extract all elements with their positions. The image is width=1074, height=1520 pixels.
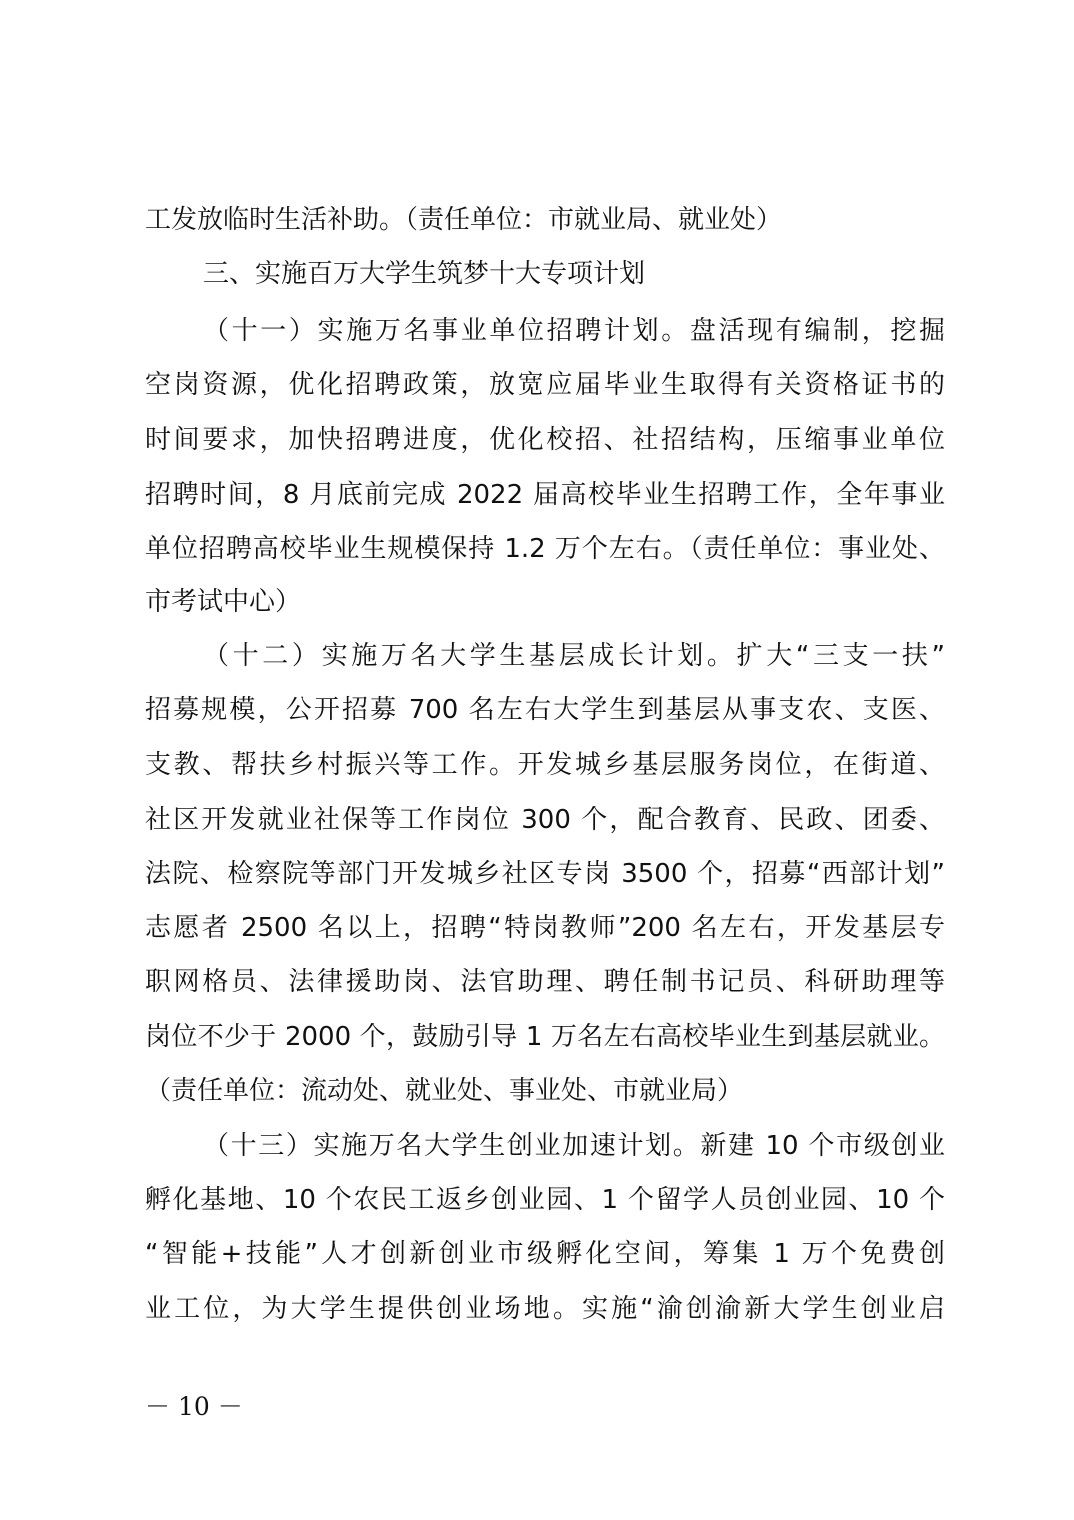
text-line: 空岗资源，优化招聘政策，放宽应届毕业生取得有关资格证书的 — [145, 370, 945, 400]
text-line: （责任单位：流动处、就业处、事业处、市就业局） — [145, 1076, 744, 1106]
text-line: 支教、帮扶乡村振兴等工作。开发城乡基层服务岗位，在街道、 — [145, 750, 945, 780]
text-line: （十三）实施万名大学生创业加速计划。新建 10 个市级创业 — [203, 1131, 945, 1161]
text-line: 社区开发就业社保等工作岗位 300 个，配合教育、民政、团委、 — [145, 805, 945, 835]
text-line: 业工位，为大学生提供创业场地。实施“渝创渝新大学生创业启 — [145, 1294, 945, 1324]
text-line: 法院、检察院等部门开发城乡社区专岗 3500 个，招募“西部计划” — [145, 859, 945, 889]
text-line: （十二）实施万名大学生基层成长计划。扩大“三支一扶” — [203, 641, 945, 671]
text-line: 工发放临时生活补助。（责任单位：市就业局、就业处） — [145, 205, 783, 235]
page-number: － 10 － — [145, 1392, 243, 1421]
text-line: 孵化基地、10 个农民工返乡创业园、1 个留学人员创业园、10 个 — [145, 1185, 945, 1215]
text-line: 招聘时间，8 月底前完成 2022 届高校毕业生招聘工作，全年事业 — [145, 480, 945, 510]
text-line: 招募规模，公开招募 700 名左右大学生到基层从事支农、支医、 — [145, 695, 945, 725]
text-line: 岗位不少于 2000 个，鼓励引导 1 万名左右高校毕业生到基层就业。 — [145, 1022, 945, 1052]
text-line: （十一）实施万名事业单位招聘计划。盘活现有编制，挖掘 — [203, 316, 945, 346]
text-line: 职网格员、法律援助岗、法官助理、聘任制书记员、科研助理等 — [145, 967, 945, 997]
text-line: 志愿者 2500 名以上，招聘“特岗教师”200 名左右，开发基层专 — [145, 913, 945, 943]
text-line: 时间要求，加快招聘进度，优化校招、社招结构，压缩事业单位 — [145, 425, 945, 455]
text-line: 市考试中心） — [145, 587, 302, 617]
text-line: 单位招聘高校毕业生规模保持 1.2 万个左右。（责任单位：事业处、 — [145, 534, 945, 564]
section-heading: 三、实施百万大学生筑梦十大专项计划 — [203, 259, 646, 289]
text-line: “智能+技能”人才创新创业市级孵化空间，筹集 1 万个免费创 — [145, 1239, 945, 1269]
